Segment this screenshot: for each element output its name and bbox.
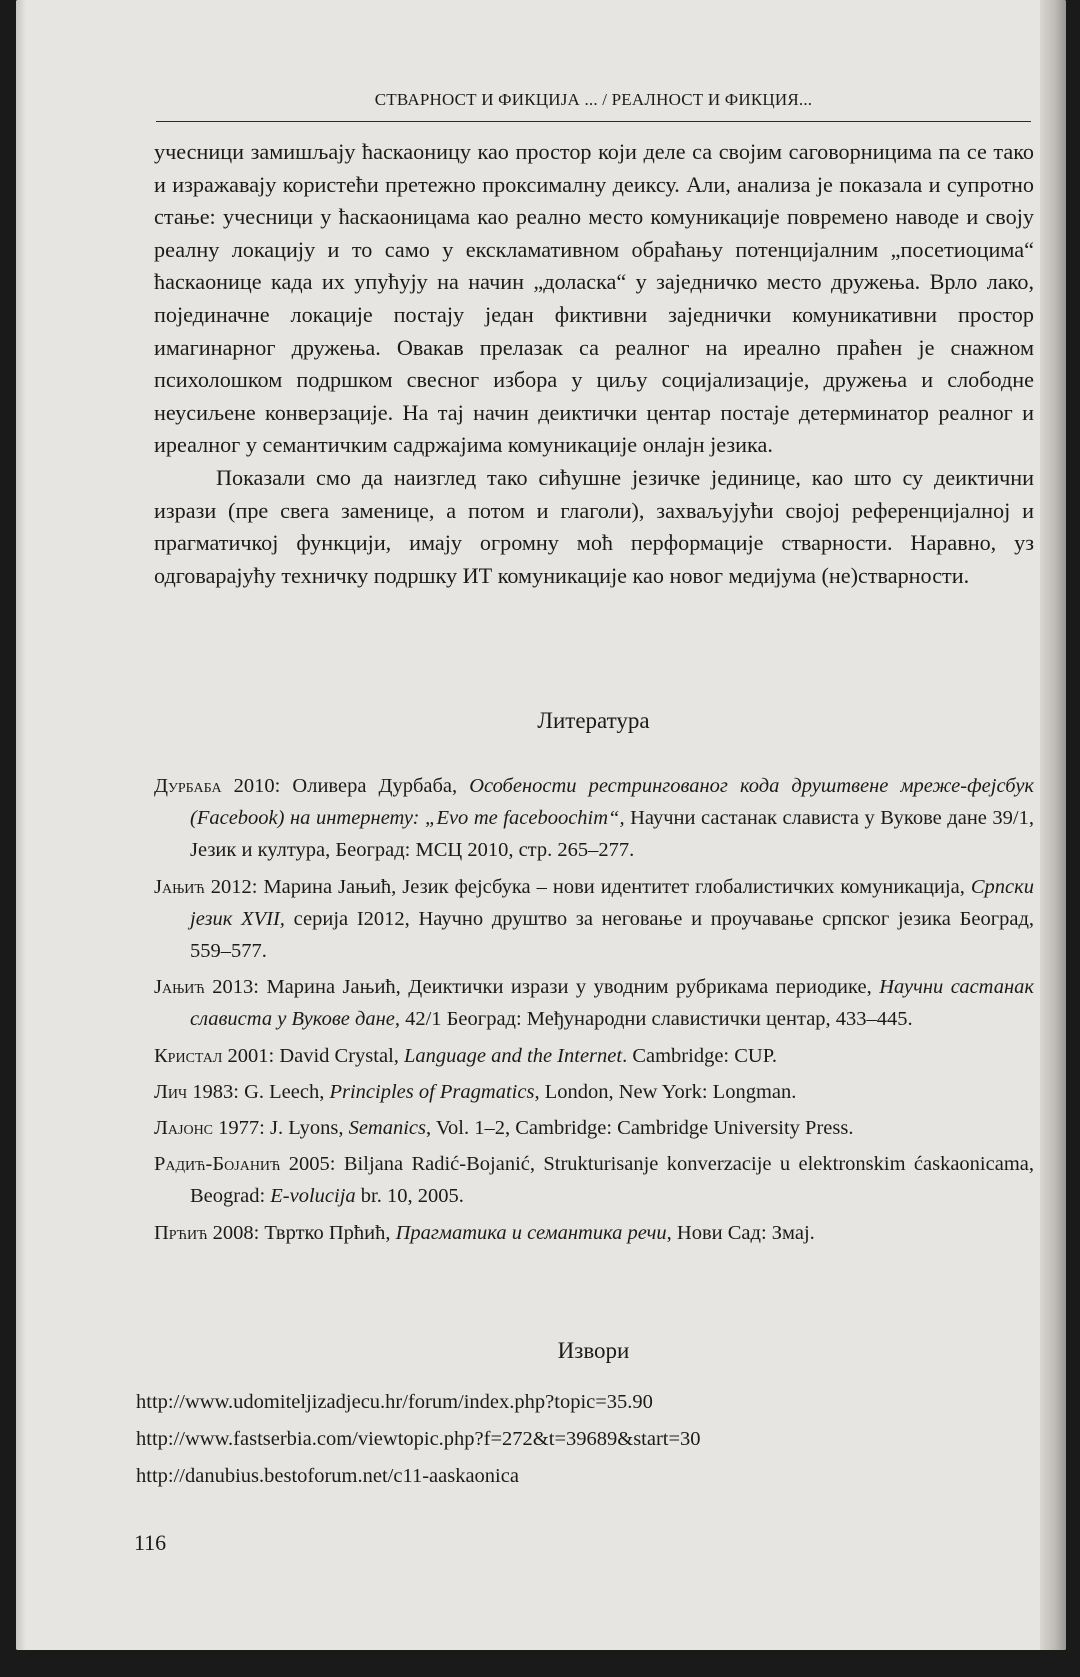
reference-text: 1977: J. Lyons,: [213, 1117, 349, 1140]
source-link[interactable]: http://danubius.bestoforum.net/c11-aaskaonica: [136, 1465, 519, 1487]
reference-text: серија I2012, Научно друштво за неговање и проучавање српског језика Београд, 559–577.: [190, 907, 1035, 963]
reference-title: Особености рестрингованог кода друштвене мреже-фејсбук (Facebook) на интернету: „Evo me faceboochim“,: [190, 775, 1035, 830]
reference-item: [154, 1217, 1034, 1249]
reference-title: Српски језик XVII,: [190, 875, 1034, 930]
reference-text: Научни састанак слависта у Вукове дане 39/1, Језик и култура, Београд: МСЦ 2010, стр. 265–277.: [190, 807, 1035, 862]
literature-title: Литература: [537, 708, 650, 733]
paragraph-1: учесници замишљају ћаскаоницу као простор који деле са својим саговорницима па се тако и изражавају користећи претежно проксималну деиксу. Али, анализа је показала и супротно стање: учесници у ћаскаоницама као реално место комуникације повремено наводе и своју реалну локацију и то само у екскламативном обраћању потенцијалним „посетиоцима“ ћаскаонице када их упућују на начин „доласка“ у заједничко место дружења. Врло лако, појединачне локације постају један фиктивни заједнички комуникативни простор имагинарног дружења. Овакав прелазак са реалног на иреално праћен је снажном психолошком подршком свесног избора у циљу социјализације, дружења и слободне неусиљене конверзације. На тај начин деиктички центар постаје детерминатор реалног и иреалног у семантичким садржајима комуникације онлајн језика.: [154, 139, 1034, 458]
reference-key: Јањић: [154, 976, 205, 999]
reference-text: , Нови Сад: Змај.: [666, 1221, 815, 1244]
source-list: [136, 1384, 1016, 1495]
running-header: СТВАРНОСТ И ФИКЦИЈА ... / РЕАЛНОСТ И ФИКЦИЯ...: [374, 90, 813, 109]
reference-text: 2010: Оливера Дурбаба,: [221, 775, 470, 797]
reference-text: 42/1 Београд: Међународни славистички центар, 433–445.: [399, 1008, 913, 1031]
header-rule: [156, 121, 1031, 122]
reference-title: Language and the Internet: [404, 1044, 623, 1067]
reference-key: Дурбаба: [154, 775, 222, 797]
reference-item: [154, 770, 1034, 867]
reference-key: Кристал: [154, 1044, 223, 1067]
reference-text: br. 10, 2005.: [355, 1185, 464, 1208]
page-left-edge: [16, 0, 26, 1650]
reference-title: Semanics: [348, 1117, 427, 1140]
reference-title: Научни састанак слависта у Вукове дане,: [190, 976, 1034, 1031]
paragraph-2: Показали смо да наизглед тако сићушне језичке јединице, као што су деиктични изрази (пре свега заменице, а потом и глаголи), захваљујући својој референцијалној и прагматичкој функцији, имају огромну моћ перформације стварности. Наравно, уз одговарајућу техничку подршку ИТ комуникације као новог медијума (не)стварности.: [154, 464, 1034, 588]
reference-title: E-volucija: [270, 1185, 356, 1208]
reference-item: [154, 971, 1034, 1035]
source-link[interactable]: http://www.udomiteljizadjecu.hr/forum/index.php?topic=35.90: [136, 1391, 653, 1413]
reference-text: 2012: Марина Јањић, Језик фејсбука – нови идентитет глобалистичких комуникација,: [204, 875, 971, 898]
sources-title: Извори: [557, 1338, 630, 1363]
reference-text: 1983: G. Leech,: [187, 1080, 330, 1103]
reference-item: [154, 1112, 1034, 1144]
reference-item: [154, 871, 1034, 968]
reference-text: , London, New York: Longman.: [534, 1080, 797, 1103]
reference-key: Прћић: [154, 1221, 208, 1244]
reference-text: . Cambridge: CUP.: [622, 1044, 777, 1067]
reference-text: 2013: Марина Јањић, Деиктички изрази у уводним рубрикама периодике,: [204, 976, 880, 999]
page-right-edge: [1040, 0, 1066, 1650]
reference-title: Прагматика и семантика речи: [395, 1221, 667, 1244]
reference-text: 2008: Твртко Прћић,: [207, 1221, 396, 1244]
reference-key: Лајонс: [154, 1117, 214, 1140]
reference-text: 2001: David Crystal,: [222, 1044, 405, 1067]
reference-list: [154, 770, 1034, 1253]
book-page: [16, 0, 1066, 1650]
reference-text: , Vol. 1–2, Cambridge: Cambridge University Press.: [426, 1117, 854, 1140]
reference-title: Principles of Pragmatics: [329, 1080, 535, 1103]
reference-item: [154, 1076, 1034, 1108]
reference-key: Јањић: [154, 875, 205, 898]
reference-item: [154, 1148, 1034, 1212]
page-number: 116: [134, 1530, 167, 1555]
source-link[interactable]: http://www.fastserbia.com/viewtopic.php?f=272&t=39689&start=30: [136, 1428, 701, 1450]
reference-text: 2005: Biljana Radić-Bojanić, Strukturisanje konverzacije u elektronskim ćaskaonicama, Beograd:: [190, 1153, 1034, 1208]
reference-item: [154, 1040, 1034, 1072]
reference-key: Лич: [154, 1080, 188, 1103]
reference-key: Радић-Бојанић: [154, 1153, 281, 1176]
body-text: [154, 136, 1034, 592]
